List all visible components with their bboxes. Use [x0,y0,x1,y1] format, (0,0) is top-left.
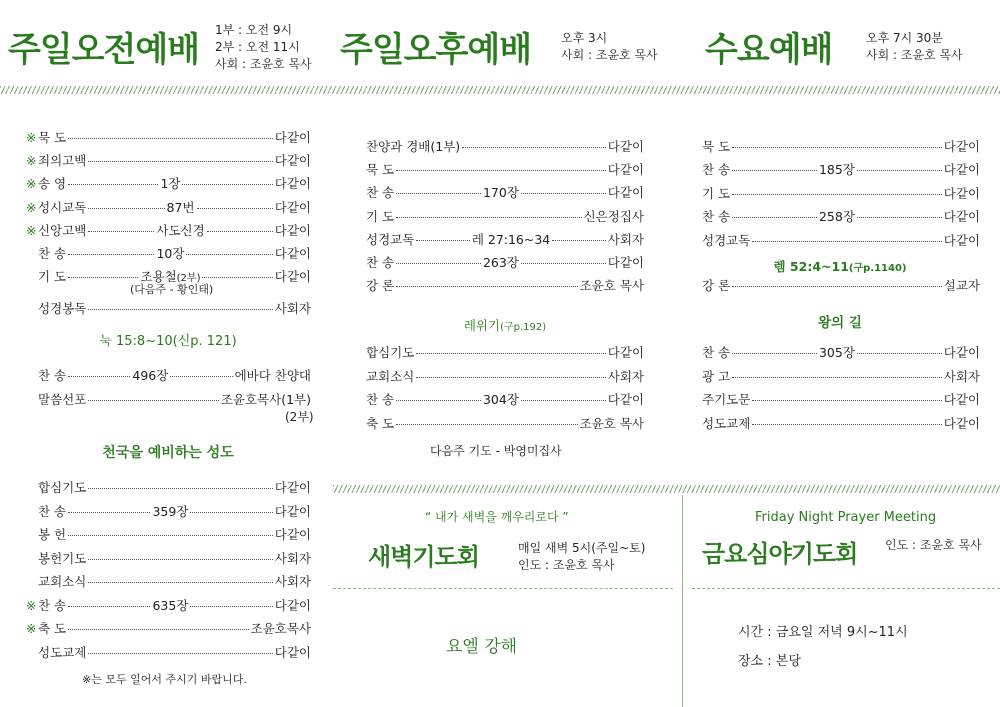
order-label: 주기도문 [702,392,751,407]
order-label: 묵 도 [702,139,731,154]
order-value: 다같이 [274,527,311,542]
order-label: 성경교독 [366,231,415,247]
order-label: 교회소식 [366,368,415,384]
leader-dots [202,277,272,278]
order-detail: 304장 [482,392,519,407]
header-divider [0,86,1000,94]
order-label: 찬 송 [702,209,731,225]
order-row [702,160,980,178]
order-value: 다같이 [274,503,312,519]
order-label: 성도교제 [702,415,751,431]
leader-dots [186,254,272,255]
order-label: 찬 송 [38,597,67,613]
order-row [702,231,980,249]
standing-mark: ※ [26,222,37,238]
leader-dots [88,559,272,560]
standing-mark: ※ [26,130,37,145]
order-detail: 사도신경 [156,222,205,238]
wednesday-sermon-title: 왕의 길 [818,315,862,331]
order-row [26,151,311,169]
order-value: 조윤호 목사 [579,415,644,431]
leader-dots [396,217,581,218]
order-detail: 359장 [152,503,189,519]
standing-footnote: ※는 모두 일어서 주시기 바랍니다. [82,673,247,686]
order-label: 교회소식 [38,574,87,589]
order-value: 사회자 [274,574,311,589]
order-value: 조윤호목사(1부) [220,392,311,407]
order-label: 합심기도 [38,480,87,495]
leader-dots [182,184,272,185]
order-detail: 263장 [482,255,519,270]
afternoon-info-line: 오후 3시 [561,31,608,45]
order-detail: 1장 [160,176,181,192]
standing-mark: ※ [26,199,37,215]
order-value: 에바다 찬양대 [234,368,311,383]
leader-dots [752,400,941,401]
leader-dots [521,400,606,401]
order-label: 축 도 [38,621,67,636]
dawn-lecture: 요엘 강해 [446,637,518,657]
wednesday-info-line: 사회 : 조윤호 목사 [866,48,963,62]
order-label: 묵 도 [366,162,395,178]
leader-dots [88,309,272,310]
order-row [26,174,311,192]
leader-dots [190,512,272,513]
order-row [366,183,644,201]
wednesday-info-line: 오후 7시 30분 [866,31,943,45]
leader-dots [68,277,138,278]
order-value: 사회자 [274,301,311,316]
order-label: 찬 송 [366,255,395,270]
morning-service-title: 주일오전예배 [8,30,200,70]
leader-dots [88,400,219,401]
order-row [26,643,311,661]
order-row [702,367,980,385]
order-row [366,276,644,294]
prayer-column-divider [682,495,683,707]
order-value: 다같이 [943,185,980,201]
wednesday-scripture-text: 렘 52:4~11 [773,259,849,274]
leader-dots [732,353,817,354]
order-row [26,502,311,520]
order-value: 다같이 [943,415,980,431]
order-value: 다같이 [274,130,311,145]
leader-dots [416,353,605,354]
leader-dots [68,138,273,139]
afternoon-service-info [561,30,658,64]
order-value: 다같이 [274,269,312,285]
morning-service-info [215,22,312,73]
sermon-second-service: (2부) [285,410,314,424]
order-value: 사회자 [607,368,644,384]
morning-sermon-title: 천국을 예비하는 성도 [102,445,234,461]
leader-dots [732,217,817,218]
leader-dots [396,263,481,264]
order-label: 성경교독 [702,232,751,248]
order-row [26,596,311,614]
afternoon-info-line: 사회 : 조윤호 목사 [561,48,658,62]
dawn-prayer-title: 새벽기도회 [368,543,479,571]
friday-divider [692,588,1000,589]
order-row [366,207,644,225]
order-row [702,390,980,408]
order-detail: 87번 [166,199,195,215]
order-row [702,207,980,225]
standing-mark: ※ [26,153,37,169]
morning-scripture: 눅 15:8~10(신p. 121) [99,334,237,349]
afternoon-service-title: 주일오후예배 [340,30,532,70]
order-label: 찬 송 [702,162,731,178]
leader-dots [190,606,272,607]
order-value: 다같이 [274,644,311,660]
order-row [366,160,644,178]
order-label: 강 론 [702,278,731,293]
order-value: 다같이 [607,162,644,178]
order-row [26,525,311,543]
friday-time: 시간 : 금요일 저녁 9시~11시 [738,625,908,640]
leader-dots [521,193,606,194]
order-row [366,414,644,432]
leader-dots [68,254,154,255]
order-row [26,128,311,146]
dawn-info-line: 인도 : 조윤호 목사 [518,558,615,572]
leader-dots [396,170,606,171]
order-detail: 258장 [818,209,855,225]
order-row [366,343,644,361]
friday-leader: 인도 : 조윤호 목사 [885,538,982,552]
morning-info-line: 2부 : 오전 11시 [215,40,300,54]
prayer-section-divider [333,485,1000,493]
leader-dots [68,535,273,536]
leader-dots [732,377,942,378]
order-detail: 185장 [818,162,855,178]
order-value: 다같이 [274,199,311,215]
order-value: 사회자 [607,231,644,247]
order-row [26,478,311,496]
order-value: 다같이 [943,209,981,225]
order-label: 성경봉독 [38,301,87,316]
order-label: 찬 송 [38,246,67,261]
leader-dots [88,161,272,162]
leader-dots [170,376,232,377]
morning-info-line: 사회 : 조윤호 목사 [215,57,312,71]
order-value: 사회자 [274,550,311,566]
order-label: 기 도 [366,208,395,224]
afternoon-sermon-title [365,316,645,334]
order-detail: 305장 [818,345,855,360]
leader-dots [396,193,481,194]
order-value: 다같이 [943,345,981,360]
leader-dots [197,208,273,209]
leader-dots [207,231,273,232]
order-label: 광 고 [702,368,731,384]
leader-dots [732,194,942,195]
wednesday-scripture-ref: (구p.1140) [848,263,907,274]
leader-dots [552,240,606,241]
order-row [702,276,980,294]
standing-mark: ※ [26,176,37,192]
leader-dots [732,147,942,148]
order-value: 조윤호 목사 [579,278,644,294]
order-value: 다같이 [274,222,312,238]
order-label: 합심기도 [366,345,415,360]
leader-dots [416,377,605,378]
order-label: 성도교제 [38,644,87,660]
order-row [702,343,980,361]
order-value: 다같이 [943,162,981,178]
order-label: 묵 도 [38,130,67,145]
order-value: 다같이 [607,392,645,407]
order-value: 조윤호목사 [250,621,311,636]
order-value: 다같이 [607,345,644,360]
order-value: 다같이 [274,153,311,169]
leader-dots [396,424,578,425]
order-row [366,253,644,271]
leader-dots [857,170,942,171]
leader-dots [396,400,481,401]
order-value: 다같이 [943,139,980,154]
order-detail: 레 27:16~34 [471,231,551,247]
morning-info-line: 1부 : 오전 9시 [215,23,293,37]
standing-mark: ※ [26,597,37,613]
leader-dots [88,231,154,232]
order-row [26,299,311,317]
order-value: 신은정집사 [583,208,644,224]
wednesday-scripture [700,257,980,275]
order-row [702,137,980,155]
order-label: 죄의고백 [38,153,87,169]
leader-dots [88,582,272,583]
order-row [26,549,311,567]
order-label: 찬양과 경배(1부) [366,139,461,154]
order-row [26,198,311,216]
order-label: 축 도 [366,415,395,431]
order-label: 신앙고백 [38,222,87,238]
order-row [26,390,311,408]
leader-dots [68,512,150,513]
leader-dots [88,488,272,489]
leader-dots [88,208,164,209]
leader-dots [462,147,606,148]
leader-dots [857,217,942,218]
order-row [26,572,311,590]
order-value: 다같이 [943,232,980,248]
order-row [26,244,311,262]
dawn-prayer-info [518,540,645,574]
order-label: 찬 송 [366,392,395,407]
order-value: 다같이 [274,480,311,495]
leader-dots [732,286,942,287]
order-row [26,221,311,239]
leader-dots [521,263,606,264]
order-row [366,367,644,385]
order-row [702,414,980,432]
order-value: 다같이 [274,246,311,261]
order-detail: 496장 [132,368,169,383]
order-value: 다같이 [274,597,312,613]
leader-dots [68,629,248,630]
order-label: 기 도 [38,269,67,285]
order-row [26,619,311,637]
order-row [702,184,980,202]
order-row [366,230,644,248]
leader-dots [752,424,941,425]
order-value: 다같이 [607,255,645,270]
order-label: 성시교독 [38,199,87,215]
leader-dots [752,241,941,242]
dawn-divider [333,588,673,589]
order-label: 찬 송 [38,503,67,519]
leader-dots [857,353,942,354]
order-value: 다같이 [607,185,645,201]
leader-dots [68,606,150,607]
order-label: 송 영 [38,176,67,192]
standing-mark: ※ [26,621,37,636]
order-label: 기 도 [702,185,731,201]
order-label: 찬 송 [366,185,395,201]
afternoon-next-prayer: 다음주 기도 - 박영미집사 [430,444,562,458]
order-detail-sub: (2부) [176,273,201,285]
leader-dots [88,653,272,654]
wednesday-service-info [866,30,963,64]
order-label: 봉 헌 [38,527,67,542]
friday-subtitle: Friday Night Prayer Meeting [755,510,937,525]
leader-dots [68,184,158,185]
order-detail: 10장 [156,246,185,261]
order-detail: 635장 [152,597,189,613]
order-detail: 170장 [482,185,519,201]
friday-place: 장소 : 본당 [738,654,801,669]
order-row [26,366,311,384]
prayer-next-note: (다음주 - 황인태) [130,283,214,296]
order-value: 다같이 [274,176,312,192]
order-row [366,390,644,408]
order-label: 봉헌기도 [38,550,87,566]
dawn-quote: “ 내가 새벽을 깨우리로다 ” [425,510,569,524]
afternoon-sermon-book: 레위기 [463,318,501,333]
leader-dots [416,240,470,241]
afternoon-sermon-ref: (구p.192) [500,322,547,333]
order-value: 사회자 [943,368,980,384]
leader-dots [396,286,578,287]
order-label: 찬 송 [38,368,67,383]
order-label: 말씀선포 [38,392,87,407]
dawn-info-line: 매일 새벽 5시(주일~토) [518,541,646,555]
leader-dots [732,170,817,171]
leader-dots [68,376,130,377]
order-label: 찬 송 [702,345,731,360]
friday-prayer-title: 금요심야기도회 [702,540,858,568]
order-value: 다같이 [943,392,980,407]
order-value: 설교자 [943,278,980,293]
order-detail: 조용철 [140,269,177,285]
order-label: 강 론 [366,278,395,294]
order-row [366,137,644,155]
wednesday-service-title: 수요예배 [705,30,833,70]
order-value: 다같이 [607,139,644,154]
